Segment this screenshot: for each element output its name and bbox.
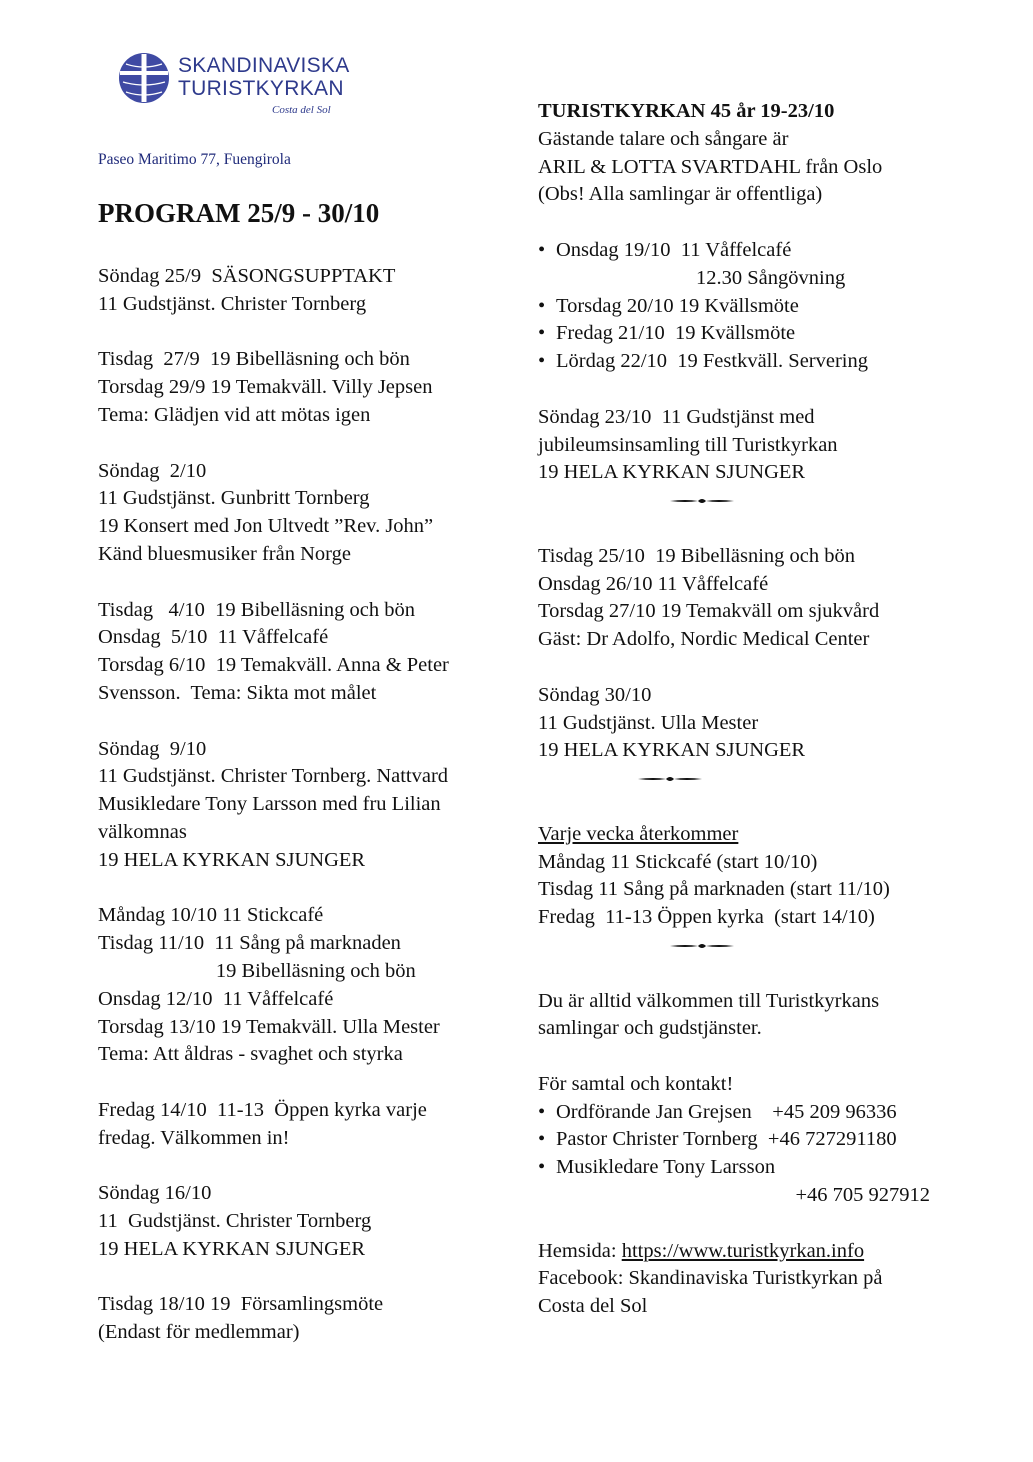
program-line: Tema: Att åldras - svaghet och styrka bbox=[98, 1043, 403, 1066]
list-item-text: Lördag 22/10 19 Festkväll. Servering bbox=[556, 350, 869, 373]
program-line: välkomnas bbox=[98, 820, 187, 843]
address: Paseo Maritimo 77, Fuengirola bbox=[98, 151, 291, 168]
contact-text: Musikledare Tony Larsson bbox=[556, 1156, 776, 1179]
program-line: Musikledare Tony Larsson med fru Lilian bbox=[98, 793, 441, 816]
program-line: Onsdag 5/10 11 Våffelcafé bbox=[98, 626, 329, 649]
program-line: Söndag 2/10 bbox=[98, 459, 207, 482]
ornament-divider bbox=[538, 487, 958, 515]
list-item-text: Torsdag 20/10 19 Kvällsmöte bbox=[556, 294, 799, 317]
program-line: Tema: Glädjen vid att mötas igen bbox=[98, 403, 371, 426]
weekly-heading: Varje vecka återkommer bbox=[538, 822, 739, 845]
logo bbox=[118, 52, 358, 124]
list-item-extra: 12.30 Sångövning bbox=[696, 266, 846, 289]
bullet-icon: • bbox=[538, 1100, 546, 1123]
ornament-divider-icon bbox=[670, 496, 734, 506]
program-line: Gäst: Dr Adolfo, Nordic Medical Center bbox=[538, 628, 870, 651]
spacer bbox=[98, 1069, 508, 1097]
program-line: Torsdag 13/10 19 Temakväll. Ulla Mester bbox=[98, 1015, 440, 1038]
program-line: Känd bluesmusiker från Norge bbox=[98, 542, 351, 565]
program-line: 11 Gudstjänst. Christer Tornberg. Nattvard bbox=[98, 765, 449, 788]
bullet-icon: • bbox=[538, 238, 546, 261]
contact-item bbox=[538, 1099, 958, 1127]
program-line: Söndag 9/10 bbox=[98, 737, 207, 760]
program-line: 19 Bibelläsning och bön bbox=[98, 959, 416, 982]
contact-item bbox=[538, 1126, 958, 1154]
contact-item bbox=[538, 1154, 958, 1182]
program-line: Söndag 16/10 bbox=[98, 1182, 212, 1205]
program-line: Fredag 14/10 11-13 Öppen kyrka varje bbox=[98, 1098, 427, 1121]
website-label: Hemsida: bbox=[538, 1239, 622, 1262]
program-line: 19 HELA KYRKAN SJUNGER bbox=[538, 739, 806, 762]
program-line: Tisdag 18/10 19 Församlingsmöte bbox=[98, 1293, 384, 1316]
program-line: Söndag 23/10 11 Gudstjänst med bbox=[538, 405, 815, 428]
ornament-divider-icon bbox=[670, 941, 734, 951]
list-item bbox=[538, 237, 958, 265]
jubilee-line: Gästande talare och sångare är bbox=[538, 127, 789, 150]
program-line: 19 HELA KYRKAN SJUNGER bbox=[98, 848, 366, 871]
weekly-line: Fredag 11-13 Öppen kyrka (start 14/10) bbox=[538, 906, 875, 929]
welcome-line: samlingar och gudstjänster. bbox=[538, 1017, 762, 1040]
website-link[interactable]: https://www.turistkyrkan.info bbox=[621, 1239, 865, 1262]
program-line: jubileumsinsamling till Turistkyrkan bbox=[538, 433, 838, 456]
spacer bbox=[98, 875, 508, 903]
contact-phone: +46 705 927912 bbox=[795, 1184, 930, 1207]
website-line bbox=[538, 1238, 958, 1266]
ornament-divider bbox=[538, 932, 958, 960]
program-line: Tisdag 27/9 19 Bibelläsning och bön bbox=[98, 348, 410, 371]
program-line: Svensson. Tema: Sikta mot målet bbox=[98, 681, 377, 704]
spacer bbox=[98, 1153, 508, 1181]
list-item bbox=[538, 348, 958, 376]
program-line: 11 Gudstjänst. Ulla Mester bbox=[538, 711, 759, 734]
spacer bbox=[98, 569, 508, 597]
welcome-line: Du är alltid välkommen till Turistkyrkans bbox=[538, 989, 880, 1012]
program-line: Torsdag 6/10 19 Temakväll. Anna & Peter bbox=[98, 654, 449, 677]
jubilee-heading: TURISTKYRKAN 45 år 19-23/10 bbox=[538, 100, 835, 122]
program-line: (Endast för medlemmar) bbox=[98, 1321, 300, 1344]
program-line: 19 HELA KYRKAN SJUNGER bbox=[98, 1237, 366, 1260]
spacer bbox=[98, 430, 508, 458]
weekly-line: Tisdag 11 Sång på marknaden (start 11/10) bbox=[538, 878, 890, 901]
program-line: Onsdag 26/10 11 Våffelcafé bbox=[538, 572, 769, 595]
program-line: Söndag 30/10 bbox=[538, 683, 652, 706]
program-line: 19 HELA KYRKAN SJUNGER bbox=[538, 461, 806, 484]
bullet-icon: • bbox=[538, 322, 546, 345]
list-item bbox=[538, 320, 958, 348]
program-line: Torsdag 29/9 19 Temakväll. Villy Jepsen bbox=[98, 376, 433, 399]
spacer bbox=[98, 319, 508, 347]
bullet-icon: • bbox=[538, 350, 546, 373]
logo-text-line1: SKANDINAVISKA bbox=[178, 54, 350, 77]
spacer bbox=[98, 708, 508, 736]
bullet-icon: • bbox=[538, 1128, 546, 1151]
globe-cross-icon bbox=[118, 52, 170, 104]
list-item bbox=[538, 293, 958, 321]
bullet-icon: • bbox=[538, 294, 546, 317]
list-item-text: Fredag 21/10 19 Kvällsmöte bbox=[556, 322, 796, 345]
facebook-line: Costa del Sol bbox=[538, 1295, 648, 1318]
ornament-divider-icon bbox=[638, 774, 702, 784]
program-line: Tisdag 4/10 19 Bibelläsning och bön bbox=[98, 598, 415, 621]
list-item-text: Onsdag 19/10 11 Våffelcafé bbox=[556, 238, 792, 261]
program-line: Söndag 25/9 SÄSONGSUPPTAKT bbox=[98, 265, 396, 287]
contact-text: Ordförande Jan Grejsen +45 209 96336 bbox=[556, 1100, 897, 1123]
weekly-line: Måndag 11 Stickcafé (start 10/10) bbox=[538, 850, 818, 873]
program-line: 11 Gudstjänst. Christer Tornberg bbox=[98, 1210, 372, 1233]
program-line: Tisdag 11/10 11 Sång på marknaden bbox=[98, 932, 401, 955]
program-line: 19 Konsert med Jon Ultvedt ”Rev. John” bbox=[98, 515, 434, 538]
program-line: Tisdag 25/10 19 Bibelläsning och bön bbox=[538, 544, 855, 567]
right-column bbox=[538, 98, 958, 1321]
program-line: fredag. Välkommen in! bbox=[98, 1126, 290, 1149]
left-column bbox=[98, 263, 508, 1347]
ornament-divider bbox=[538, 765, 958, 793]
contact-heading: För samtal och kontakt! bbox=[538, 1072, 734, 1095]
program-line: Torsdag 27/10 19 Temakväll om sjukvård bbox=[538, 600, 880, 623]
program-line: 11 Gudstjänst. Gunbritt Tornberg bbox=[98, 487, 370, 510]
facebook-line: Facebook: Skandinaviska Turistkyrkan på bbox=[538, 1267, 883, 1290]
bullet-icon: • bbox=[538, 1156, 546, 1179]
program-line: Måndag 10/10 11 Stickcafé bbox=[98, 904, 324, 927]
logo-text-line2: TURISTKYRKAN bbox=[178, 77, 344, 100]
spacer bbox=[98, 1264, 508, 1292]
logo-subtitle: Costa del Sol bbox=[272, 104, 331, 116]
program-line: Onsdag 12/10 11 Våffelcafé bbox=[98, 987, 334, 1010]
program-line: 11 Gudstjänst. Christer Tornberg bbox=[98, 292, 367, 315]
jubilee-line: (Obs! Alla samlingar är offentliga) bbox=[538, 183, 823, 206]
contact-text: Pastor Christer Tornberg +46 727291180 bbox=[556, 1128, 897, 1151]
page-title: PROGRAM 25/9 - 30/10 bbox=[98, 198, 380, 228]
jubilee-line: ARIL & LOTTA SVARTDAHL från Oslo bbox=[538, 155, 883, 178]
